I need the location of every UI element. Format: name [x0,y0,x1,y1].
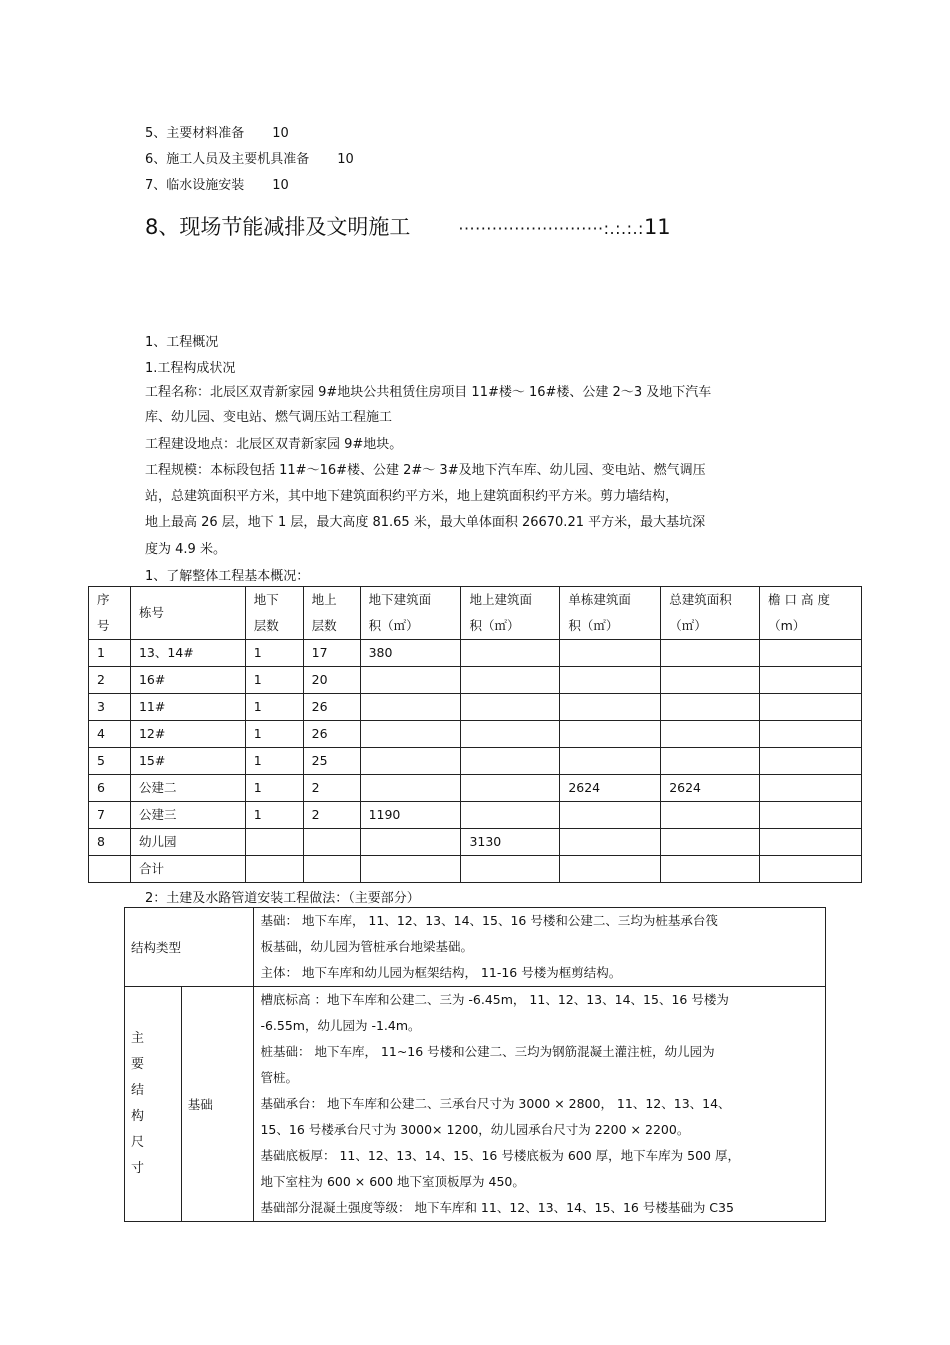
table-cell [661,802,760,829]
text-line: 地下室柱为 600 × 600 地下室顶板厚为 450。 [260,1174,525,1189]
text-line: 基础： 地下车库， 11、12、13、14、15、16 号楼和公建二、三均为桩基承台筏 [260,913,718,928]
table-cell: 1 [245,667,303,694]
table-row [89,721,862,748]
table-cell [461,856,560,883]
paragraph-line: 地上最高 26 层，地下 1 层，最大高度 81.65 米，最大单体面积 26670.21 平方米，最大基坑深 [145,515,706,530]
table-cell [360,667,461,694]
table-cell: 20 [303,667,360,694]
paragraph-line: 工程名称：北辰区双青新家园 9#地块公共租赁住房项目 11#楼～ 16#楼、公建 2～3 及地下汽车 [145,385,712,400]
column-header: 檐 口 高 度 （m） [760,587,862,640]
toc-page: 11 [643,215,671,239]
table-cell: 26 [303,721,360,748]
paragraph-line: 站，总建筑面积平方米，其中地下建筑面积约平方米，地上建筑面积约平方米。剪力墙结构， [145,489,679,504]
table-cell: 1 [245,748,303,775]
table-cell: 2 [89,667,131,694]
table-cell [360,748,461,775]
column-header: 地下 层数 [245,587,303,640]
table-cell: 1 [245,721,303,748]
toc-page: 10 [337,152,354,167]
table-cell: 17 [303,640,360,667]
text-line: 桩基础： 地下车库， 11~16 号楼和公建二、三均为钢筋混凝土灌注桩，幼儿园为 [260,1044,715,1059]
table-cell [303,856,360,883]
toc-item-5 [145,122,289,141]
table-row [89,748,862,775]
text-line: 主体： 地下车库和幼儿园为框架结构， 11-16 号楼为框剪结构。 [260,965,622,980]
table-cell: 25 [303,748,360,775]
table-cell [661,721,760,748]
table-cell: 合计 [130,856,245,883]
subsection-heading: 1、了解整体工程基本概况： [145,569,310,584]
table-cell [760,748,862,775]
table-cell: 1 [89,640,131,667]
table-cell [461,694,560,721]
table-cell: 1 [245,775,303,802]
table-cell [461,748,560,775]
table-cell: 15# [130,748,245,775]
toc-item-6 [145,148,354,167]
toc-page: 10 [272,126,289,141]
table-row [89,667,862,694]
table-cell: 7 [89,802,131,829]
table-cell [303,829,360,856]
table-cell: 1 [245,802,303,829]
table-cell [461,721,560,748]
table-cell: 13、14# [130,640,245,667]
table-cell [760,721,862,748]
table-row [89,640,862,667]
building-overview-table [88,586,862,883]
table-cell: 幼儿园 [130,829,245,856]
column-header: 序 号 [89,587,131,640]
toc-leader-dots: ··························:.:.:.: [458,219,644,238]
toc-page: 10 [272,178,289,193]
table-cell [560,748,661,775]
paragraph-line: 库、幼儿园、变电站、燃气调压站工程施工 [145,410,393,425]
table-cell [560,667,661,694]
table-cell [461,640,560,667]
table-cell [461,667,560,694]
table-cell: 2624 [560,775,661,802]
table-cell [360,775,461,802]
table-cell [661,640,760,667]
table-cell: 6 [89,775,131,802]
toc-item-7 [145,174,289,193]
table-cell [760,694,862,721]
table-cell [560,640,661,667]
table-cell [560,721,661,748]
table-cell: 12# [130,721,245,748]
struct-type-content [254,908,826,987]
table-cell: 4 [89,721,131,748]
table-cell: 2 [303,802,360,829]
table-row [89,856,862,883]
table-row [89,775,862,802]
column-header: 地上建筑面 积（㎡） [461,587,560,640]
table-cell [760,775,862,802]
table-cell [560,856,661,883]
table-cell [461,802,560,829]
table-cell [560,694,661,721]
subsection-heading: 1.工程构成状况 [145,361,236,376]
table-cell [245,856,303,883]
column-header: 总建筑面积 （㎡） [661,587,760,640]
table-cell [360,694,461,721]
table-row [125,987,826,1222]
construction-method-table [124,907,826,1222]
text-line: 基础承台： 地下车库和公建二、三承台尺寸为 3000 × 2800， 11、12、13、14、 [260,1096,731,1111]
table-cell: 2 [303,775,360,802]
table-cell [245,829,303,856]
table-cell [560,829,661,856]
table-cell [360,721,461,748]
foundation-content [254,987,826,1222]
table-cell [360,829,461,856]
table-cell: 26 [303,694,360,721]
text-line: -6.55m，幼儿园为 -1.4m。 [260,1018,421,1033]
table-cell [760,802,862,829]
table-header-row [89,587,862,640]
toc-label: 8、现场节能减排及文明施工 [145,215,411,239]
table-cell [661,667,760,694]
foundation-label: 基础 [181,987,254,1222]
table-cell [760,667,862,694]
paragraph-line: 工程建设地点：北辰区双青新家园 9#地块。 [145,437,403,452]
table-cell: 16# [130,667,245,694]
table-cell: 3130 [461,829,560,856]
table-cell [760,640,862,667]
column-header: 栋号 [130,587,245,640]
column-header: 地上 层数 [303,587,360,640]
toc-label: 5、主要材料准备 [145,126,245,141]
table-cell [661,856,760,883]
table-row [89,829,862,856]
table-row [89,694,862,721]
section-heading: 1、工程概况 [145,335,219,350]
table-cell: 1 [245,640,303,667]
table-cell [560,802,661,829]
text-line: 15、16 号楼承台尺寸为 3000× 1200，幼儿园承台尺寸为 2200 × 2200。 [260,1122,690,1137]
text-line: 管桩。 [260,1070,298,1085]
toc-item-8 [145,211,671,241]
column-header: 单栋建筑面 积（㎡） [560,587,661,640]
paragraph-line: 工程规模：本标段包括 11#～16#楼、公建 2#～ 3#及地下汽车库、幼儿园、变电站、燃气调压 [145,463,706,478]
vertical-label: 主要结构尺寸 [131,1031,145,1176]
table-cell [661,748,760,775]
text-line: 槽底标高 ：地下车库和公建二、三为 -6.45m， 11、12、13、14、15、16 号楼为 [260,992,729,1007]
section-heading: 2：土建及水路管道安装工程做法：（主要部分） [145,891,420,906]
paragraph-line: 度为 4.9 米。 [145,542,226,557]
table-cell [760,856,862,883]
toc-label: 7、临水设施安装 [145,178,245,193]
table-cell [360,856,461,883]
table-row [125,908,826,987]
table-cell: 380 [360,640,461,667]
table-cell: 1190 [360,802,461,829]
toc-label: 6、施工人员及主要机具准备 [145,152,310,167]
table-cell: 8 [89,829,131,856]
table-cell: 11# [130,694,245,721]
table-cell [661,694,760,721]
text-line: 板基础，幼儿园为管桩承台地梁基础。 [260,939,473,954]
column-header: 地下建筑面 积（㎡） [360,587,461,640]
table-cell: 3 [89,694,131,721]
table-cell: 2624 [661,775,760,802]
text-line: 基础部分混凝土强度等级： 地下车库和 11、12、13、14、15、16 号楼基础为 C35 [260,1200,734,1215]
table-cell: 公建二 [130,775,245,802]
table-cell: 5 [89,748,131,775]
table-cell: 公建三 [130,802,245,829]
table-cell [89,856,131,883]
table-cell [461,775,560,802]
struct-type-label: 结构类型 [125,908,254,987]
main-structure-label [125,987,182,1222]
table-cell [760,829,862,856]
table-row [89,802,862,829]
table-cell [661,829,760,856]
table-cell: 1 [245,694,303,721]
text-line: 基础底板厚： 11、12、13、14、15、16 号楼底板为 600 厚，地下车库为 500 厚， [260,1148,740,1163]
